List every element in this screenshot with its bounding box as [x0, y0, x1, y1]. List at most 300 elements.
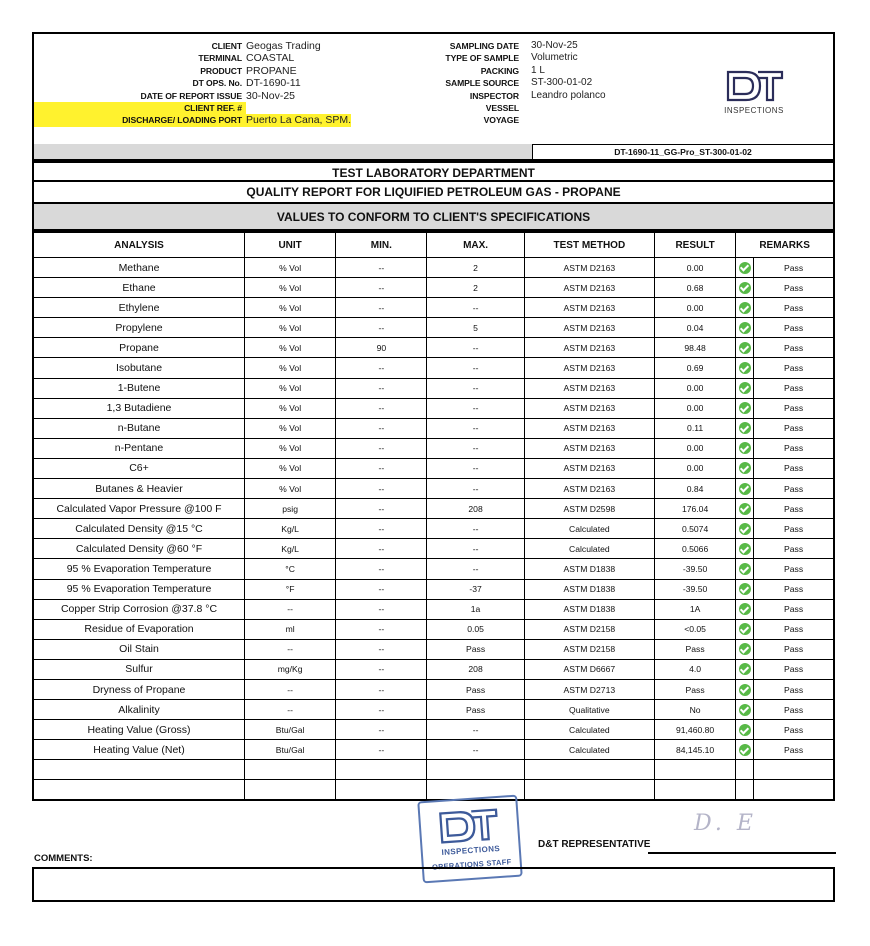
status-cell — [736, 438, 754, 458]
max-cell: -- — [427, 559, 524, 579]
header-field-sample-source — [374, 77, 606, 89]
header-field-sample-type — [374, 52, 606, 64]
remark-cell: Pass — [754, 700, 834, 720]
blank-cell — [524, 760, 654, 780]
field-label: TERMINAL — [198, 53, 242, 64]
check-circle-icon — [739, 322, 751, 334]
dt-logo-icon — [724, 68, 784, 104]
stamp-logo-icon — [436, 804, 501, 848]
report-header — [32, 32, 835, 156]
blank-cell — [655, 760, 736, 780]
method-cell: Calculated — [524, 539, 654, 559]
analysis-cell: 1-Butene — [33, 378, 245, 398]
analysis-cell: 95 % Evaporation Temperature — [33, 559, 245, 579]
stamp-text-operations: OPERATIONS STAFF — [431, 857, 512, 872]
unit-cell: Btu/Gal — [245, 720, 336, 740]
unit-cell: ml — [245, 619, 336, 639]
field-label: VOYAGE — [483, 115, 519, 126]
unit-cell: °C — [245, 559, 336, 579]
method-cell: ASTM D6667 — [524, 659, 654, 679]
analysis-cell: Dryness of Propane — [33, 679, 245, 699]
min-cell: -- — [336, 438, 427, 458]
header-field-vessel — [374, 102, 606, 114]
max-cell: -- — [427, 539, 524, 559]
method-cell: ASTM D1838 — [524, 559, 654, 579]
method-cell: ASTM D2158 — [524, 639, 654, 659]
header-field-report-date — [34, 90, 351, 102]
min-cell: -- — [336, 579, 427, 599]
analysis-cell: n-Butane — [33, 418, 245, 438]
result-cell: 4.0 — [655, 659, 736, 679]
field-value: 1 L — [531, 64, 545, 76]
method-cell: ASTM D2163 — [524, 398, 654, 418]
result-cell: No — [655, 700, 736, 720]
result-cell: 84,145.10 — [655, 740, 736, 760]
min-cell: -- — [336, 318, 427, 338]
unit-cell: % Vol — [245, 378, 336, 398]
analysis-cell: Methane — [33, 258, 245, 278]
table-row — [33, 619, 834, 639]
min-cell: -- — [336, 479, 427, 499]
table-row — [33, 458, 834, 478]
remark-cell: Pass — [754, 679, 834, 699]
check-circle-icon — [739, 402, 751, 414]
analysis-cell: Heating Value (Net) — [33, 740, 245, 760]
check-circle-icon — [739, 663, 751, 675]
method-cell: ASTM D2163 — [524, 378, 654, 398]
remark-cell: Pass — [754, 720, 834, 740]
check-circle-icon — [739, 282, 751, 294]
status-cell — [736, 599, 754, 619]
table-row — [33, 559, 834, 579]
max-cell: -- — [427, 458, 524, 478]
min-cell: -- — [336, 559, 427, 579]
results-table — [32, 231, 835, 801]
header-field-port — [34, 114, 351, 126]
remark-cell: Pass — [754, 519, 834, 539]
status-cell — [736, 639, 754, 659]
field-value: DT-1690-11 — [246, 77, 301, 90]
comments-box — [32, 867, 835, 902]
table-row — [33, 438, 834, 458]
check-circle-icon — [739, 523, 751, 535]
min-cell: -- — [336, 700, 427, 720]
column-header-min: MIN. — [336, 232, 427, 258]
unit-cell: % Vol — [245, 258, 336, 278]
method-cell: ASTM D2163 — [524, 278, 654, 298]
report-code: DT-1690-11_GG-Pro_ST-300-01-02 — [532, 144, 833, 160]
table-row — [33, 499, 834, 519]
max-cell: 5 — [427, 318, 524, 338]
result-cell: 0.68 — [655, 278, 736, 298]
field-label: VESSEL — [485, 103, 519, 114]
result-cell: Pass — [655, 679, 736, 699]
blank-cell — [33, 760, 245, 780]
min-cell: -- — [336, 278, 427, 298]
field-value: ST-300-01-02 — [531, 77, 593, 89]
min-cell: -- — [336, 398, 427, 418]
conform-title: VALUES TO CONFORM TO CLIENT'S SPECIFICATIONS — [32, 204, 835, 231]
field-label: DT OPS. No. — [192, 78, 242, 89]
max-cell: 0.05 — [427, 619, 524, 639]
header-left-fields — [34, 40, 351, 127]
header-field-ops-no — [34, 77, 351, 89]
blank-cell — [427, 760, 524, 780]
field-label: CLIENT — [211, 41, 242, 51]
field-label: SAMPLING DATE — [449, 41, 519, 51]
field-label: DATE OF REPORT ISSUE — [140, 90, 242, 101]
unit-cell: % Vol — [245, 298, 336, 318]
field-value: Puerto La Cana, SPM. — [246, 114, 352, 127]
method-cell: ASTM D2163 — [524, 258, 654, 278]
result-cell: 91,460.80 — [655, 720, 736, 740]
field-value: COASTAL — [246, 52, 295, 65]
table-row — [33, 579, 834, 599]
unit-cell: Kg/L — [245, 519, 336, 539]
check-circle-icon — [739, 563, 751, 575]
result-cell: 0.00 — [655, 398, 736, 418]
table-row — [33, 479, 834, 499]
status-cell — [736, 679, 754, 699]
grey-filler — [34, 144, 532, 159]
analysis-cell: 1,3 Butadiene — [33, 398, 245, 418]
result-cell: <0.05 — [655, 619, 736, 639]
unit-cell: % Vol — [245, 438, 336, 458]
blank-cell — [736, 760, 754, 780]
max-cell: -- — [427, 398, 524, 418]
status-cell — [736, 479, 754, 499]
min-cell: -- — [336, 639, 427, 659]
status-cell — [736, 378, 754, 398]
header-field-terminal — [34, 52, 351, 64]
check-circle-icon — [739, 583, 751, 595]
field-value: 30-Nov-25 — [531, 40, 578, 51]
unit-cell: °F — [245, 579, 336, 599]
remark-cell: Pass — [754, 639, 834, 659]
result-cell: 0.00 — [655, 258, 736, 278]
min-cell: -- — [336, 258, 427, 278]
analysis-cell: Butanes & Heavier — [33, 479, 245, 499]
max-cell: -- — [427, 298, 524, 318]
min-cell: -- — [336, 298, 427, 318]
blank-cell — [736, 780, 754, 801]
report-title: QUALITY REPORT FOR LIQUIFIED PETROLEUM GAS - PROPANE — [32, 182, 835, 204]
result-cell: 0.00 — [655, 298, 736, 318]
max-cell: 2 — [427, 258, 524, 278]
remark-cell: Pass — [754, 659, 834, 679]
status-cell — [736, 278, 754, 298]
table-row — [33, 679, 834, 699]
status-cell — [736, 539, 754, 559]
min-cell: -- — [336, 358, 427, 378]
status-cell — [736, 458, 754, 478]
status-cell — [736, 579, 754, 599]
field-label: SAMPLE SOURCE — [445, 78, 519, 89]
table-row — [33, 659, 834, 679]
status-cell — [736, 418, 754, 438]
check-circle-icon — [739, 462, 751, 474]
header-field-sampling-date — [374, 40, 606, 52]
header-field-packing — [374, 65, 606, 77]
status-cell — [736, 499, 754, 519]
result-cell: 0.04 — [655, 318, 736, 338]
method-cell: ASTM D2163 — [524, 438, 654, 458]
blank-cell — [336, 780, 427, 801]
result-cell: -39.50 — [655, 559, 736, 579]
comments-label: COMMENTS: — [34, 853, 93, 864]
result-cell: Pass — [655, 639, 736, 659]
blank-cell — [754, 780, 834, 801]
max-cell: 1a — [427, 599, 524, 619]
table-header-row — [33, 232, 834, 258]
company-logo — [700, 68, 808, 120]
max-cell: -- — [427, 720, 524, 740]
remark-cell: Pass — [754, 358, 834, 378]
check-circle-icon — [739, 503, 751, 515]
max-cell: Pass — [427, 700, 524, 720]
analysis-cell: Oil Stain — [33, 639, 245, 659]
status-cell — [736, 318, 754, 338]
remark-cell: Pass — [754, 619, 834, 639]
min-cell: -- — [336, 679, 427, 699]
table-row — [33, 278, 834, 298]
unit-cell: % Vol — [245, 458, 336, 478]
analysis-cell: n-Pentane — [33, 438, 245, 458]
unit-cell: % Vol — [245, 318, 336, 338]
result-cell: 98.48 — [655, 338, 736, 358]
remark-cell: Pass — [754, 599, 834, 619]
field-label: PRODUCT — [200, 65, 242, 76]
check-circle-icon — [739, 643, 751, 655]
method-cell: Qualitative — [524, 700, 654, 720]
unit-cell: mg/Kg — [245, 659, 336, 679]
method-cell: ASTM D2163 — [524, 418, 654, 438]
field-value: Volumetric — [531, 52, 578, 64]
result-cell: 0.5074 — [655, 519, 736, 539]
blank-cell — [754, 760, 834, 780]
remark-cell: Pass — [754, 398, 834, 418]
method-cell: Calculated — [524, 519, 654, 539]
field-value: 30-Nov-25 — [246, 89, 296, 102]
remark-cell: Pass — [754, 438, 834, 458]
analysis-cell: Ethylene — [33, 298, 245, 318]
remark-cell: Pass — [754, 539, 834, 559]
max-cell: -- — [427, 378, 524, 398]
min-cell: -- — [336, 599, 427, 619]
unit-cell: % Vol — [245, 398, 336, 418]
method-cell: Calculated — [524, 720, 654, 740]
method-cell: ASTM D2713 — [524, 679, 654, 699]
column-header-method: TEST METHOD — [524, 232, 654, 258]
table-row — [33, 258, 834, 278]
table-row — [33, 519, 834, 539]
remark-cell: Pass — [754, 579, 834, 599]
check-circle-icon — [739, 623, 751, 635]
method-cell: ASTM D2598 — [524, 499, 654, 519]
status-cell — [736, 720, 754, 740]
unit-cell: -- — [245, 679, 336, 699]
max-cell: Pass — [427, 679, 524, 699]
check-circle-icon — [739, 422, 751, 434]
table-row — [33, 720, 834, 740]
result-cell: 0.69 — [655, 358, 736, 378]
table-row — [33, 418, 834, 438]
min-cell: 90 — [336, 338, 427, 358]
result-cell: 0.11 — [655, 418, 736, 438]
unit-cell: % Vol — [245, 278, 336, 298]
result-cell: 0.00 — [655, 378, 736, 398]
max-cell: -- — [427, 418, 524, 438]
analysis-cell: Calculated Density @15 °C — [33, 519, 245, 539]
column-header-max: MAX. — [427, 232, 524, 258]
field-value: Leandro polanco — [531, 89, 606, 101]
max-cell: Pass — [427, 639, 524, 659]
field-label: TYPE OF SAMPLE — [445, 53, 519, 64]
unit-cell: psig — [245, 499, 336, 519]
blank-row — [33, 780, 834, 801]
check-circle-icon — [739, 302, 751, 314]
unit-cell: -- — [245, 599, 336, 619]
remark-cell: Pass — [754, 258, 834, 278]
min-cell: -- — [336, 458, 427, 478]
column-header-remarks: REMARKS — [736, 232, 834, 258]
analysis-cell: Heating Value (Gross) — [33, 720, 245, 740]
method-cell: ASTM D2163 — [524, 318, 654, 338]
remark-cell: Pass — [754, 378, 834, 398]
representative-label: D&T REPRESENTATIVE — [538, 839, 651, 850]
max-cell: -- — [427, 479, 524, 499]
result-cell: 1A — [655, 599, 736, 619]
representative-signature: D. E — [694, 811, 757, 836]
table-row — [33, 639, 834, 659]
status-cell — [736, 398, 754, 418]
method-cell: ASTM D2163 — [524, 458, 654, 478]
status-cell — [736, 338, 754, 358]
status-cell — [736, 298, 754, 318]
column-header-unit: UNIT — [245, 232, 336, 258]
field-label: PACKING — [480, 65, 519, 76]
analysis-cell: C6+ — [33, 458, 245, 478]
blank-cell — [524, 780, 654, 801]
header-field-product — [34, 65, 351, 77]
table-row — [33, 318, 834, 338]
unit-cell: % Vol — [245, 479, 336, 499]
analysis-cell: Propylene — [33, 318, 245, 338]
remark-cell: Pass — [754, 298, 834, 318]
table-row — [33, 358, 834, 378]
analysis-cell: Isobutane — [33, 358, 245, 378]
check-circle-icon — [739, 382, 751, 394]
table-row — [33, 378, 834, 398]
table-row — [33, 700, 834, 720]
max-cell: 208 — [427, 499, 524, 519]
field-value: PROPANE — [246, 64, 297, 77]
max-cell: -- — [427, 338, 524, 358]
status-cell — [736, 700, 754, 720]
remark-cell: Pass — [754, 499, 834, 519]
check-circle-icon — [739, 684, 751, 696]
header-field-voyage — [374, 114, 606, 126]
check-circle-icon — [739, 744, 751, 756]
results-body — [33, 258, 834, 801]
max-cell: -- — [427, 358, 524, 378]
check-circle-icon — [739, 724, 751, 736]
department-title: TEST LABORATORY DEPARTMENT — [32, 161, 835, 182]
check-circle-icon — [739, 483, 751, 495]
analysis-cell: Copper Strip Corrosion @37.8 °C — [33, 599, 245, 619]
analysis-cell: Calculated Density @60 °F — [33, 539, 245, 559]
method-cell: Calculated — [524, 740, 654, 760]
check-circle-icon — [739, 442, 751, 454]
check-circle-icon — [739, 342, 751, 354]
analysis-cell: Sulfur — [33, 659, 245, 679]
max-cell: 2 — [427, 278, 524, 298]
table-row — [33, 338, 834, 358]
max-cell: -- — [427, 438, 524, 458]
method-cell: ASTM D2163 — [524, 338, 654, 358]
status-cell — [736, 619, 754, 639]
min-cell: -- — [336, 378, 427, 398]
min-cell: -- — [336, 659, 427, 679]
min-cell: -- — [336, 418, 427, 438]
status-cell — [736, 258, 754, 278]
remark-cell: Pass — [754, 338, 834, 358]
max-cell: -- — [427, 519, 524, 539]
blank-row — [33, 760, 834, 780]
method-cell: ASTM D2158 — [524, 619, 654, 639]
result-cell: 0.84 — [655, 479, 736, 499]
analysis-cell: Residue of Evaporation — [33, 619, 245, 639]
max-cell: 208 — [427, 659, 524, 679]
remark-cell: Pass — [754, 278, 834, 298]
min-cell: -- — [336, 720, 427, 740]
check-circle-icon — [739, 543, 751, 555]
header-field-inspector — [374, 90, 606, 102]
remark-cell: Pass — [754, 318, 834, 338]
unit-cell: % Vol — [245, 418, 336, 438]
remark-cell: Pass — [754, 458, 834, 478]
method-cell: ASTM D2163 — [524, 298, 654, 318]
stamp-text-inspections: INSPECTIONS — [441, 843, 501, 858]
min-cell: -- — [336, 740, 427, 760]
unit-cell: Btu/Gal — [245, 740, 336, 760]
field-label: INSPECTOR — [469, 90, 519, 101]
method-cell: ASTM D1838 — [524, 599, 654, 619]
status-cell — [736, 519, 754, 539]
blank-cell — [336, 760, 427, 780]
unit-cell: % Vol — [245, 338, 336, 358]
report-code-bar — [32, 144, 835, 161]
result-cell: 176.04 — [655, 499, 736, 519]
method-cell: ASTM D1838 — [524, 579, 654, 599]
field-value: Geogas Trading — [246, 40, 321, 52]
result-cell: -39.50 — [655, 579, 736, 599]
result-cell: 0.00 — [655, 458, 736, 478]
remark-cell: Pass — [754, 559, 834, 579]
blank-cell — [655, 780, 736, 801]
min-cell: -- — [336, 539, 427, 559]
field-label: DISCHARGE/ LOADING PORT — [34, 114, 246, 126]
logo-caption: INSPECTIONS — [724, 106, 784, 115]
blank-cell — [245, 780, 336, 801]
max-cell: -- — [427, 740, 524, 760]
table-row — [33, 398, 834, 418]
max-cell: -37 — [427, 579, 524, 599]
status-cell — [736, 559, 754, 579]
field-label: CLIENT REF. # — [34, 102, 246, 114]
min-cell: -- — [336, 499, 427, 519]
blank-cell — [33, 780, 245, 801]
